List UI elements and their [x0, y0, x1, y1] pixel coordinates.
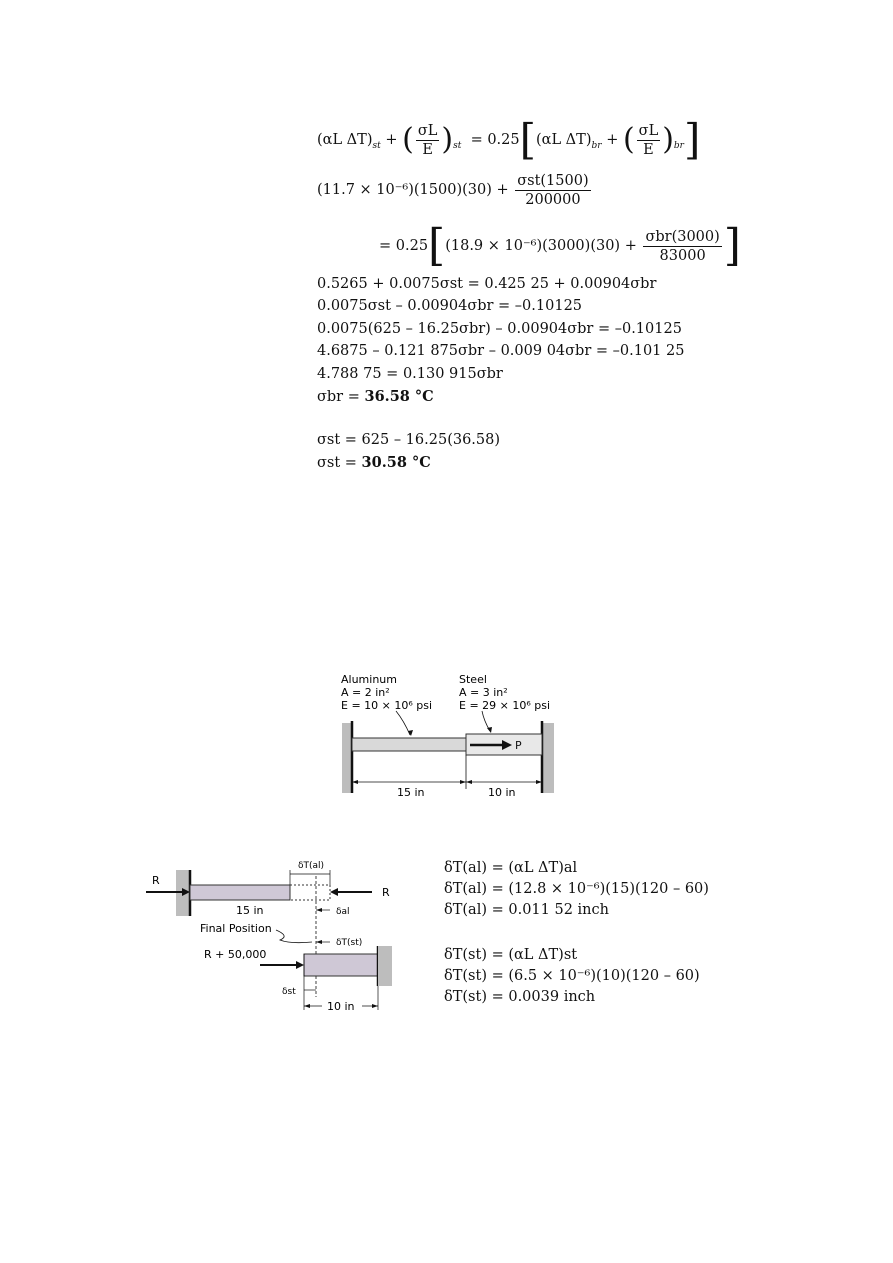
eq1-left-term: (αL ΔT)	[317, 132, 373, 148]
figure-composite-bar	[330, 665, 570, 805]
aluminum-rod	[352, 738, 466, 751]
result-sigma-br: σbr = 36.58 °C	[317, 388, 434, 405]
steel-area: A = 3 in²	[459, 686, 508, 699]
reaction-left-label: R	[152, 874, 160, 887]
delta-t-st-label: δT(st)	[336, 938, 363, 948]
equation-line-7: 4.6875 – 0.121 875σbr – 0.009 04σbr = –0.101 25	[317, 343, 685, 359]
reaction-arrow-right-icon	[330, 888, 338, 896]
equation-line-6: 0.0075(625 – 16.25σbr) – 0.00904σbr = –0.10125	[317, 321, 682, 337]
load-arrow-icon	[296, 961, 304, 969]
final-position-label: Final Position	[200, 922, 272, 935]
delta-t-al-label: δT(al)	[298, 861, 325, 871]
eq1-fraction-st: $\frac{\sigma L}{E}$	[417, 122, 438, 158]
equation-compatibility: (αL $\Delta T)_{st}$ + ( $\frac{\sigma L}{E}$ )$_{st} = 0.25[(\alpha L$ $\Delta T)_{br}$ + ( $\frac{\sigma L}{E}$ )$_{br}$]	[317, 115, 701, 164]
aluminum-bar	[190, 885, 290, 900]
aluminum-area: A = 2 in²	[341, 686, 390, 699]
load-label: R + 50,000	[204, 948, 267, 961]
aluminum-title: Aluminum	[341, 673, 397, 686]
eq-st-1: δT(st) = (αL ΔT)st	[444, 947, 578, 963]
equation-substitution-2: = 0.25[(18.9 × 10⁻⁶)(3000)(30) + $\frac{\text{σbr(3000)}}{83000}$ ]	[379, 220, 741, 271]
dimension-aluminum: 15 in	[397, 786, 425, 799]
delta-st-label: δst	[282, 987, 296, 997]
eq3-fraction: $\frac{\text{σbr(3000)}}{83000}$	[645, 228, 720, 264]
equation-line-10: σst = 625 – 16.25(36.58)	[317, 432, 501, 448]
eq2-fraction: $\frac{\text{σst(1500)}}{200000}$	[517, 172, 589, 208]
wall-right-icon	[542, 723, 554, 793]
wall-right-icon	[378, 946, 392, 986]
equation-line-4: 0.5265 + 0.0075σst = 0.425 25 + 0.00904σbr	[317, 276, 657, 292]
aluminum-modulus: E = 10 × 10⁶ psi	[341, 699, 433, 712]
dimension-aluminum: 15 in	[236, 904, 264, 917]
eq-st-2: δT(st) = (6.5 × 10⁻⁶)(10)(120 – 60)	[444, 968, 700, 984]
dimension-steel: 10 in	[327, 1000, 355, 1013]
eq-al-2: δT(al) = (12.8 × 10⁻⁶)(15)(120 – 60)	[444, 881, 709, 897]
reaction-right-label: R	[382, 886, 390, 899]
wall-left-icon	[342, 723, 352, 793]
delta-al-label: δal	[336, 907, 350, 917]
eq-al-3: δT(al) = 0.011 52 inch	[444, 902, 609, 918]
result-sigma-st: σst = 30.58 °C	[317, 454, 431, 471]
equation-line-8: 4.788 75 = 0.130 915σbr	[317, 366, 503, 382]
load-label: P	[515, 739, 522, 752]
equation-substitution-1: (11.7 × 10⁻⁶)(1500)(30) + $\frac{\text{σst(1500)}}{200000}$	[317, 172, 589, 208]
equation-line-5: 0.0075σst – 0.00904σbr = –0.10125	[317, 298, 583, 314]
dimension-steel: 10 in	[488, 786, 516, 799]
thermal-extension	[290, 885, 330, 900]
eq-st-3: δT(st) = 0.0039 inch	[444, 989, 596, 1005]
figure-deformation-diagram	[140, 852, 410, 1022]
steel-title: Steel	[459, 673, 487, 686]
eq1-fraction-br: $\frac{\sigma L}{E}$	[638, 122, 659, 158]
steel-bar	[304, 954, 378, 976]
eq-al-1: δT(al) = (αL ΔT)al	[444, 860, 578, 876]
steel-modulus: E = 29 × 10⁶ psi	[459, 699, 551, 712]
